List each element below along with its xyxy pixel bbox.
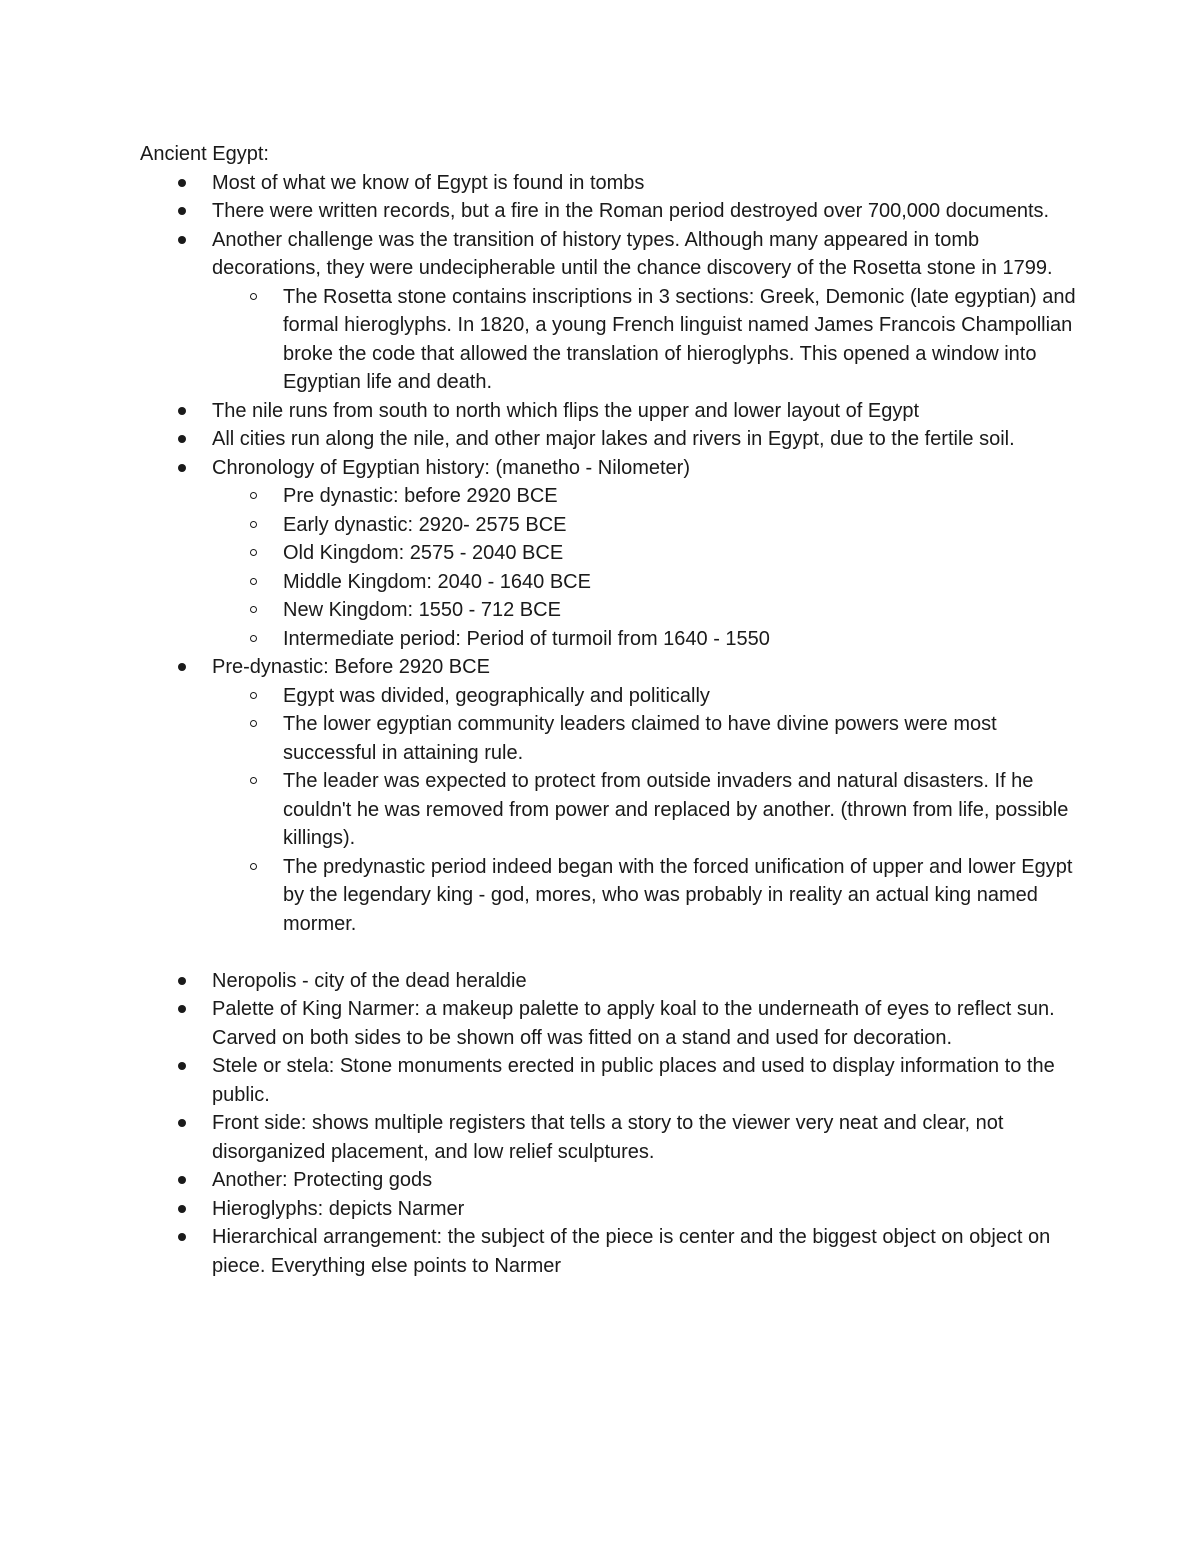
document-content xyxy=(140,140,1080,1280)
filled-bullet-icon xyxy=(178,1119,186,1127)
list-item-text: Neropolis - city of the dead heraldie xyxy=(212,969,527,992)
list-item-text: Most of what we know of Egypt is found in tombs xyxy=(212,171,645,194)
hollow-bullet-icon xyxy=(250,863,257,870)
sub-list-item-text: Intermediate period: Period of turmoil from 1640 - 1550 xyxy=(283,627,770,650)
list-item xyxy=(140,454,1080,483)
filled-bullet-icon xyxy=(178,435,186,443)
hollow-bullet-icon xyxy=(250,692,257,699)
sub-list-item-text: Pre dynastic: before 2920 BCE xyxy=(283,485,558,507)
sub-list-item-text: Old Kingdom: 2575 - 2040 BCE xyxy=(283,542,564,564)
sub-bullet-list xyxy=(140,682,1080,939)
sub-list-container xyxy=(140,283,1080,397)
bullet-list-main xyxy=(140,169,1080,283)
list-item xyxy=(140,397,1080,426)
list-item-text: Hieroglyphs: depicts Narmer xyxy=(212,1197,465,1220)
sub-list-item-text: The Rosetta stone contains inscriptions in 3 sections: Greek, Demonic (late egyptian) and formal hieroglyphs. In 1820, a young French linguist named James Francois Champollian broke the code that allowed the translation of hieroglyphs. This opened a window into Egyptian life and death. xyxy=(283,285,1076,393)
sub-list-item xyxy=(212,710,1080,767)
list-item xyxy=(140,1223,1080,1280)
sub-list-item xyxy=(212,767,1080,853)
list-item xyxy=(140,1195,1080,1224)
hollow-bullet-icon xyxy=(250,720,257,727)
sub-list-item xyxy=(212,283,1080,397)
sub-list-item-text: The predynastic period indeed began with the forced unification of upper and lower Egypt by the legendary king - god, mores, who was probably in reality an actual king named mormer. xyxy=(283,855,1073,935)
bullet-list-main-cont xyxy=(140,283,1080,939)
hollow-bullet-icon xyxy=(250,635,257,642)
sub-list-item xyxy=(212,482,1080,511)
blank-line xyxy=(140,938,1080,967)
list-item xyxy=(140,1166,1080,1195)
filled-bullet-icon xyxy=(178,1205,186,1213)
filled-bullet-icon xyxy=(178,464,186,472)
list-item xyxy=(140,169,1080,198)
sub-list-item-text: Egypt was divided, geographically and politically xyxy=(283,684,710,707)
list-item-text: Palette of King Narmer: a makeup palette to apply koal to the underneath of eyes to reflect sun. Carved on both sides to be shown off was fitted on a stand and used for decoration. xyxy=(212,998,1055,1049)
filled-bullet-icon xyxy=(178,407,186,415)
filled-bullet-icon xyxy=(178,236,186,244)
list-item-text: There were written records, but a fire in the Roman period destroyed over 700,000 documents. xyxy=(212,200,1050,222)
sub-list-item xyxy=(212,568,1080,597)
sub-list-container xyxy=(140,682,1080,939)
hollow-bullet-icon xyxy=(250,578,257,585)
list-item-text: Stele or stela: Stone monuments erected in public places and used to display information to the public. xyxy=(212,1055,1055,1106)
list-item-text: Front side: shows multiple registers that tells a story to the viewer very neat and clear, not disorganized placement, and low relief sculptures. xyxy=(212,1112,1004,1163)
filled-bullet-icon xyxy=(178,179,186,187)
hollow-bullet-icon xyxy=(250,293,257,300)
list-item-text: Another: Protecting gods xyxy=(212,1169,433,1191)
hollow-bullet-icon xyxy=(250,606,257,613)
sub-list-item-text: The leader was expected to protect from outside invaders and natural disasters. If he couldn't he was removed from power and replaced by another. (thrown from life, possible killings). xyxy=(283,770,1069,849)
filled-bullet-icon xyxy=(178,977,186,985)
filled-bullet-icon xyxy=(178,1062,186,1070)
list-item xyxy=(140,197,1080,226)
sub-bullet-list xyxy=(140,482,1080,653)
list-item-text: All cities run along the nile, and other major lakes and rivers in Egypt, due to the fertile soil. xyxy=(212,428,1015,450)
hollow-bullet-icon xyxy=(250,777,257,784)
list-item-text: Chronology of Egyptian history: (manetho - Nilometer) xyxy=(212,456,690,479)
sub-list-item-text: Early dynastic: 2920- 2575 BCE xyxy=(283,513,567,536)
filled-bullet-icon xyxy=(178,207,186,215)
sub-list-item-text: Middle Kingdom: 2040 - 1640 BCE xyxy=(283,570,591,593)
sub-list-item xyxy=(212,511,1080,540)
list-item xyxy=(140,1052,1080,1109)
filled-bullet-icon xyxy=(178,663,186,671)
list-item xyxy=(140,226,1080,283)
sub-list-item xyxy=(212,853,1080,939)
sub-bullet-list xyxy=(140,283,1080,397)
filled-bullet-icon xyxy=(178,1005,186,1013)
list-item xyxy=(140,653,1080,682)
list-item xyxy=(140,995,1080,1052)
sub-list-item xyxy=(212,596,1080,625)
sub-list-item xyxy=(212,625,1080,654)
sub-list-item xyxy=(212,539,1080,568)
list-item xyxy=(140,967,1080,996)
list-item xyxy=(140,1109,1080,1166)
filled-bullet-icon xyxy=(178,1176,186,1184)
filled-bullet-icon xyxy=(178,1233,186,1241)
sub-list-item-text: The lower egyptian community leaders claimed to have divine powers were most successful in attaining rule. xyxy=(283,713,997,764)
list-item-text: The nile runs from south to north which flips the upper and lower layout of Egypt xyxy=(212,399,920,422)
sub-list-item-text: New Kingdom: 1550 - 712 BCE xyxy=(283,599,561,621)
sub-list-container xyxy=(140,482,1080,653)
list-item-text: Hierarchical arrangement: the subject of the piece is center and the biggest object on object on piece. Everything else points to Narmer xyxy=(212,1226,1051,1277)
list-item-text: Another challenge was the transition of history types. Although many appeared in tomb decorations, they were undecipherable until the chance discovery of the Rosetta stone in 1799. xyxy=(212,228,1053,279)
bullet-list-secondary xyxy=(140,967,1080,1281)
hollow-bullet-icon xyxy=(250,549,257,556)
list-item-text: Pre-dynastic: Before 2920 BCE xyxy=(212,656,490,678)
hollow-bullet-icon xyxy=(250,492,257,499)
list-item xyxy=(140,425,1080,454)
document-title: Ancient Egypt: xyxy=(140,143,269,165)
sub-list-item xyxy=(212,682,1080,711)
hollow-bullet-icon xyxy=(250,521,257,528)
